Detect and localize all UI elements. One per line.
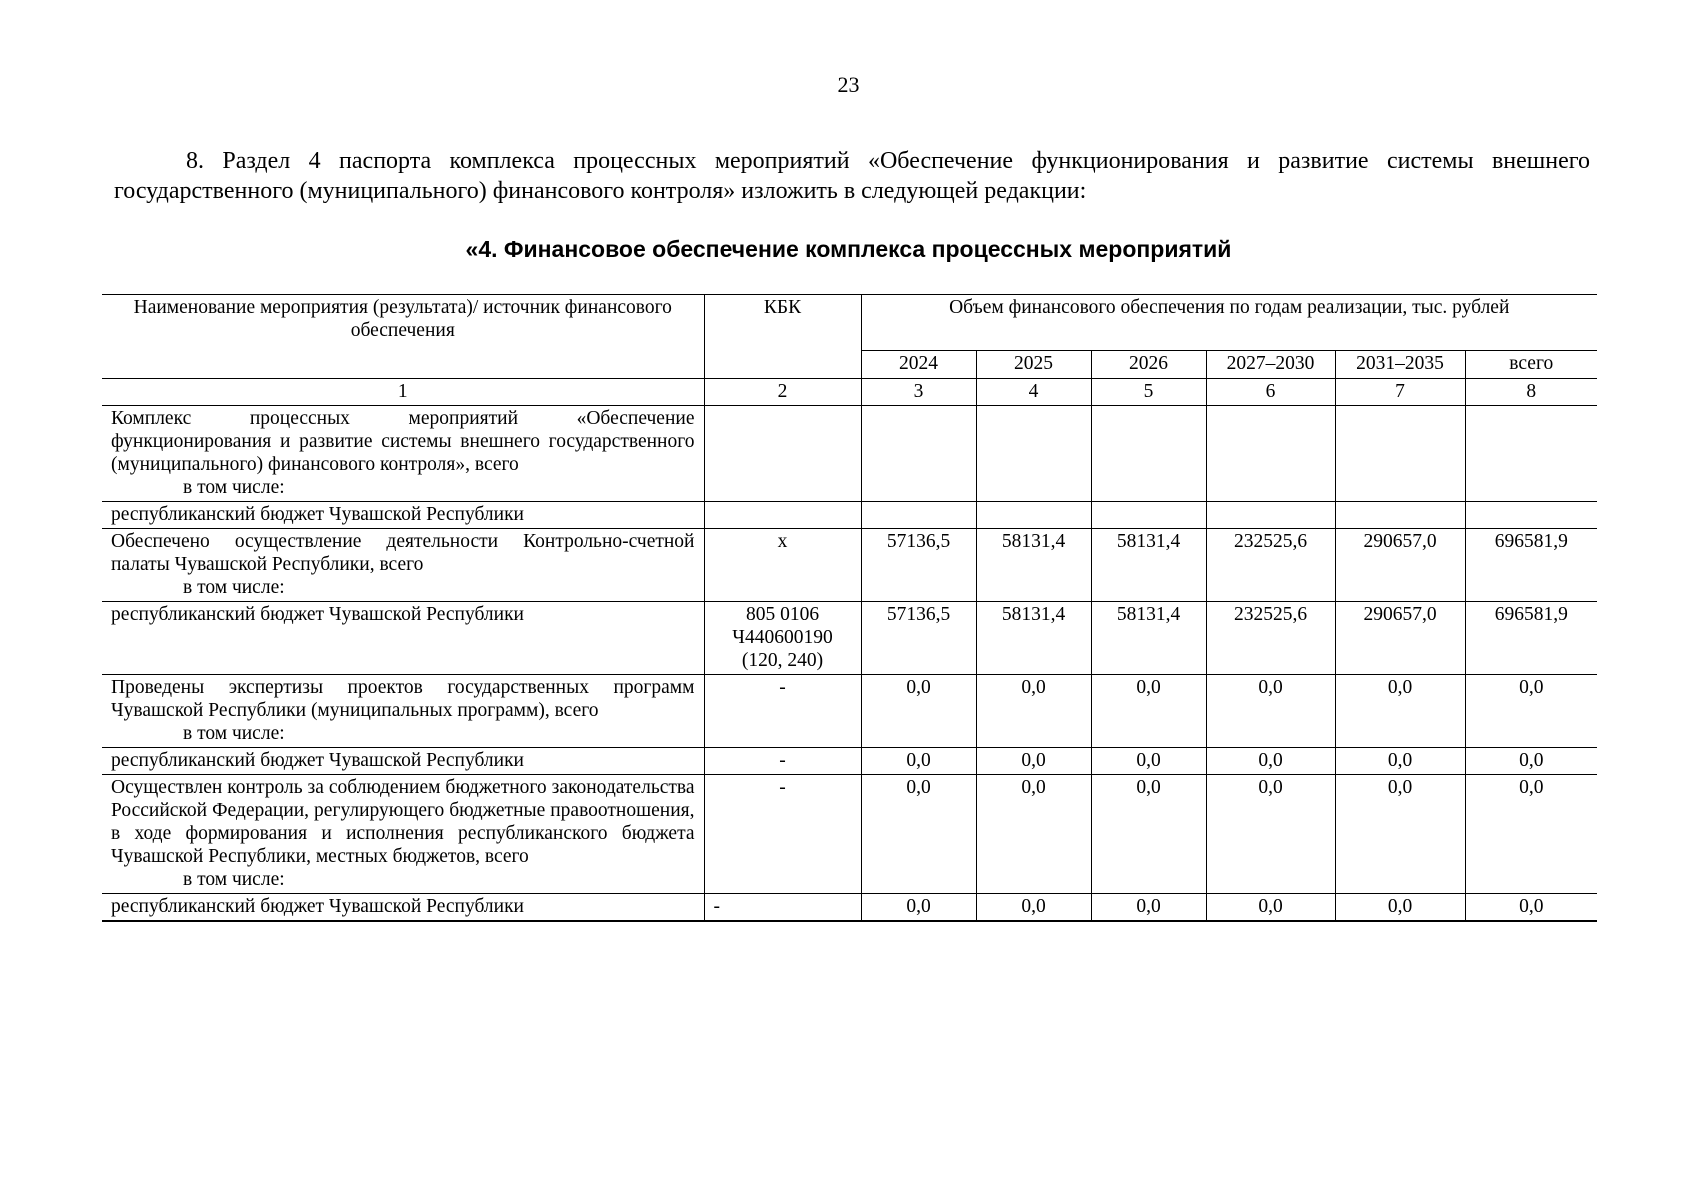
value-cell: 0,0: [1335, 675, 1465, 748]
column-number: 8: [1465, 379, 1597, 406]
kbk-cell: -: [704, 775, 861, 894]
row-name: Обеспечено осуществление деятельности Контрольно-счетной палаты Чувашской Республики, всего: [111, 531, 695, 575]
section-title: «4. Финансовое обеспечение комплекса процессных мероприятий: [465, 236, 1232, 262]
table-row: [102, 529, 1597, 602]
value-cell: 290657,0: [1335, 602, 1465, 675]
column-number: 1: [102, 379, 704, 406]
header-year-total: всего: [1465, 351, 1597, 379]
intro-paragraph: 8. Раздел 4 паспорта комплекса процессных мероприятий «Обеспечение функционирования и развитие системы внешнего государственного (муниципального) финансового контроля» изложить в следующей редакции:: [114, 148, 1590, 204]
value-cell: 0,0: [1206, 894, 1335, 922]
table-row: [102, 675, 1597, 748]
value-cell: 0,0: [976, 775, 1091, 894]
kbk-cell: 805 0106 Ч440600190 (120, 240): [704, 602, 861, 675]
header-name: Наименование мероприятия (результата)/ источник финансового обеспечения: [102, 295, 704, 379]
value-cell: [1335, 406, 1465, 502]
header-volume: Объем финансового обеспечения по годам реализации, тыс. рублей: [861, 295, 1597, 351]
value-cell: 0,0: [976, 894, 1091, 922]
value-cell: 232525,6: [1206, 529, 1335, 602]
value-cell: [1206, 406, 1335, 502]
value-cell: [1465, 406, 1597, 502]
header-year: 2031–2035: [1335, 351, 1465, 379]
value-cell: 696581,9: [1465, 529, 1597, 602]
column-number: 7: [1335, 379, 1465, 406]
value-cell: [1465, 502, 1597, 529]
page-number: 23: [837, 72, 860, 97]
header-year: 2026: [1091, 351, 1206, 379]
value-cell: 0,0: [861, 748, 976, 775]
kbk-cell: х: [704, 529, 861, 602]
column-number: 5: [1091, 379, 1206, 406]
row-subtitle: в том числе:: [183, 577, 285, 598]
value-cell: 0,0: [1206, 675, 1335, 748]
kbk-cell: [704, 406, 861, 502]
value-cell: 0,0: [1206, 775, 1335, 894]
row-name-cell: [102, 406, 704, 502]
value-cell: 0,0: [1091, 748, 1206, 775]
value-cell: 0,0: [976, 748, 1091, 775]
value-cell: 57136,5: [861, 602, 976, 675]
table-row: [102, 748, 1597, 775]
value-cell: [976, 502, 1091, 529]
row-name: Проведены экспертизы проектов государственных программ Чувашской Республики (муниципальных программ), всего: [111, 677, 695, 721]
value-cell: [861, 502, 976, 529]
table-row: [102, 602, 1597, 675]
financing-table: [102, 294, 1597, 922]
column-number: 6: [1206, 379, 1335, 406]
value-cell: 0,0: [861, 894, 976, 922]
header-year: 2024: [861, 351, 976, 379]
row-name: Осуществлен контроль за соблюдением бюджетного законодательства Российской Федерации, регулирующего бюджетные правоотношения, в ходе формирования и исполнения республиканского бюджета Чувашской Республики, местных бюджетов, всего: [111, 777, 695, 867]
value-cell: 57136,5: [861, 529, 976, 602]
row-name-cell: [102, 775, 704, 894]
kbk-cell: -: [704, 675, 861, 748]
value-cell: [1206, 502, 1335, 529]
value-cell: 0,0: [1091, 775, 1206, 894]
value-cell: 58131,4: [976, 529, 1091, 602]
value-cell: [1091, 502, 1206, 529]
row-name: республиканский бюджет Чувашской Республики: [102, 748, 704, 775]
value-cell: 0,0: [1465, 748, 1597, 775]
row-subtitle: в том числе:: [183, 723, 285, 744]
value-cell: 0,0: [1091, 894, 1206, 922]
row-name-cell: [102, 529, 704, 602]
value-cell: 232525,6: [1206, 602, 1335, 675]
value-cell: 0,0: [1335, 894, 1465, 922]
value-cell: 0,0: [861, 775, 976, 894]
column-number: 3: [861, 379, 976, 406]
value-cell: 58131,4: [976, 602, 1091, 675]
row-name: республиканский бюджет Чувашской Республики: [102, 602, 704, 675]
value-cell: [1335, 502, 1465, 529]
value-cell: [976, 406, 1091, 502]
value-cell: 0,0: [1465, 894, 1597, 922]
table-row: [102, 894, 1597, 922]
row-name: республиканский бюджет Чувашской Республики: [102, 502, 704, 529]
row-subtitle: в том числе:: [183, 869, 285, 890]
kbk-cell: [704, 502, 861, 529]
value-cell: 0,0: [1465, 775, 1597, 894]
value-cell: 58131,4: [1091, 529, 1206, 602]
header-year: 2025: [976, 351, 1091, 379]
table-row: [102, 406, 1597, 502]
row-subtitle: в том числе:: [183, 477, 285, 498]
value-cell: 0,0: [1465, 675, 1597, 748]
header-year: 2027–2030: [1206, 351, 1335, 379]
value-cell: 58131,4: [1091, 602, 1206, 675]
kbk-cell: -: [704, 748, 861, 775]
header-kbk: КБК: [704, 295, 861, 379]
value-cell: 0,0: [1206, 748, 1335, 775]
value-cell: 0,0: [1091, 675, 1206, 748]
table-row: [102, 775, 1597, 894]
table-row: [102, 502, 1597, 529]
value-cell: 0,0: [1335, 775, 1465, 894]
column-number: 4: [976, 379, 1091, 406]
value-cell: [861, 406, 976, 502]
value-cell: 0,0: [861, 675, 976, 748]
value-cell: 290657,0: [1335, 529, 1465, 602]
row-name: республиканский бюджет Чувашской Республики: [102, 894, 704, 922]
row-name: Комплекс процессных мероприятий «Обеспечение функционирования и развитие системы внешнего государственного (муниципального) финансового контроля», всего: [111, 408, 695, 475]
kbk-cell: -: [704, 894, 861, 922]
column-number: 2: [704, 379, 861, 406]
value-cell: [1091, 406, 1206, 502]
row-name-cell: [102, 675, 704, 748]
value-cell: 0,0: [1335, 748, 1465, 775]
value-cell: 696581,9: [1465, 602, 1597, 675]
value-cell: 0,0: [976, 675, 1091, 748]
